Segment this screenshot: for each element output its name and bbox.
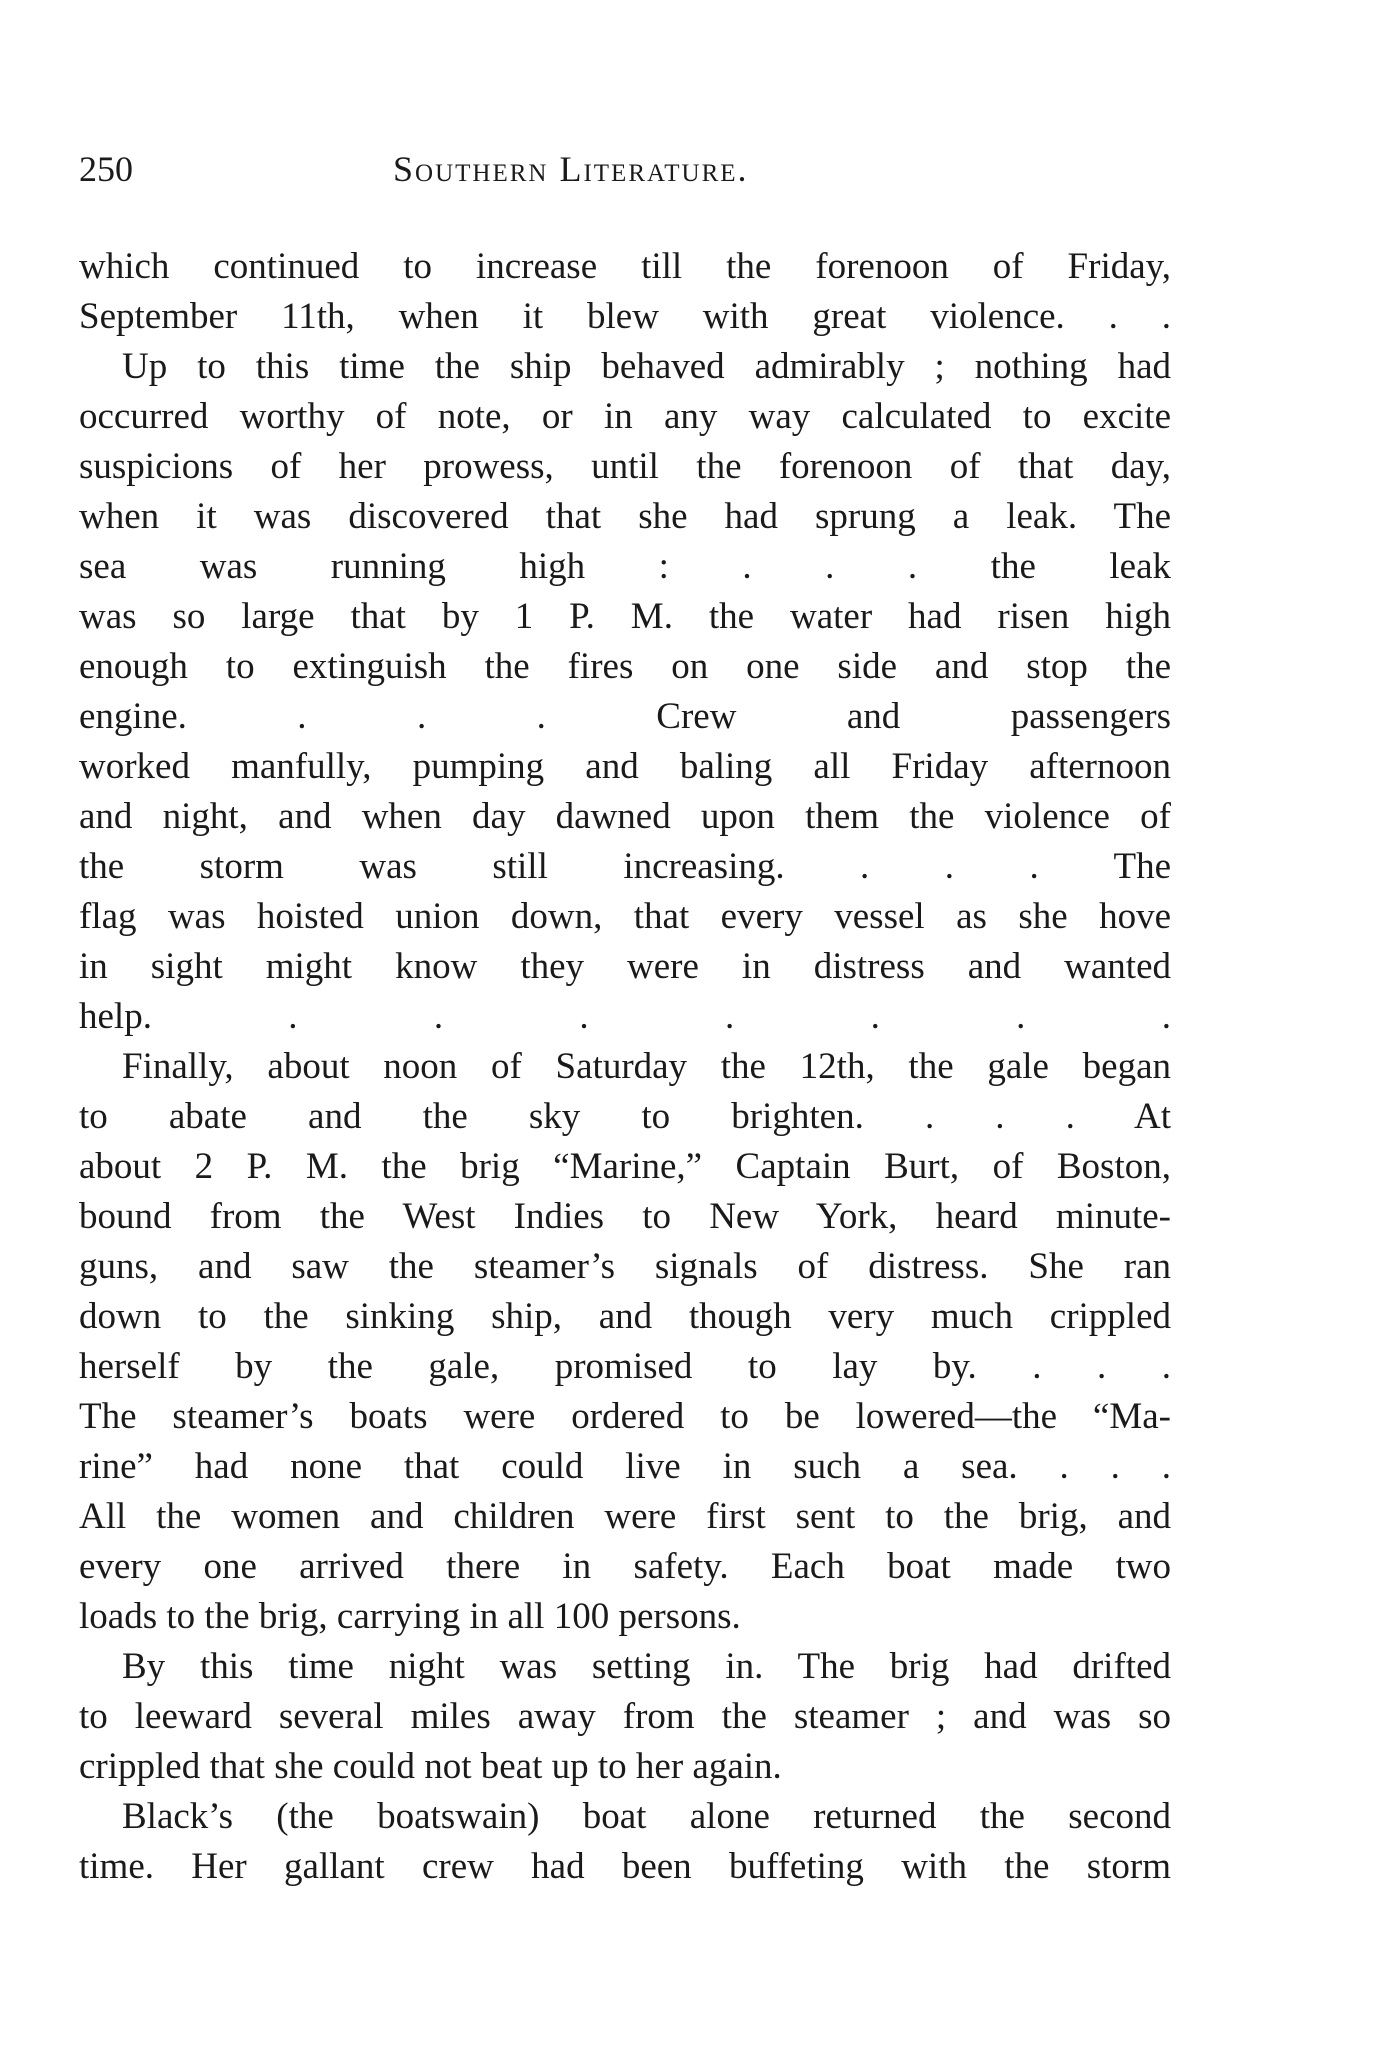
text-line: worked manfully, pumping and baling all Friday afternoon <box>79 746 1171 787</box>
text-line: September 11th, when it blew with great violence. . . <box>79 296 1171 337</box>
text-line: every one arrived there in safety. Each boat made two <box>79 1546 1171 1587</box>
text-line: time. Her gallant crew had been buffeting with the storm <box>79 1846 1171 1887</box>
text-line: guns, and saw the steamer’s signals of distress. She ran <box>79 1246 1171 1287</box>
page-number: 250 <box>79 149 133 189</box>
text-line: which continued to increase till the forenoon of Friday, <box>79 246 1171 287</box>
text-line: occurred worthy of note, or in any way calculated to excite <box>79 396 1171 437</box>
text-line: bound from the West Indies to New York, heard minute- <box>79 1196 1171 1237</box>
text-line: about 2 P. M. the brig “Marine,” Captain Burt, of Boston, <box>79 1146 1171 1187</box>
text-line: By this time night was setting in. The brig had drifted <box>122 1646 1171 1687</box>
text-line: down to the sinking ship, and though very much crippled <box>79 1296 1171 1337</box>
running-head: Southern Literature. <box>393 149 749 189</box>
text-line: sea was running high : . . . the leak <box>79 546 1171 587</box>
text-line: Black’s (the boatswain) boat alone returned the second <box>122 1796 1171 1837</box>
text-line: to abate and the sky to brighten. . . . At <box>79 1096 1171 1137</box>
text-line: The steamer’s boats were ordered to be lowered—the “Ma- <box>79 1396 1171 1437</box>
text-line: loads to the brig, carrying in all 100 persons. <box>79 1596 741 1637</box>
text-line: to leeward several miles away from the steamer ; and was so <box>79 1696 1171 1737</box>
text-line: Up to this time the ship behaved admirably ; nothing had <box>122 346 1171 387</box>
text-line: help. . . . . . . . <box>79 996 1171 1037</box>
text-line: enough to extinguish the fires on one side and stop the <box>79 646 1171 687</box>
text-line: Finally, about noon of Saturday the 12th, the gale began <box>122 1046 1171 1087</box>
text-line: flag was hoisted union down, that every vessel as she hove <box>79 896 1171 937</box>
text-line: when it was discovered that she had sprung a leak. The <box>79 496 1171 537</box>
text-line: herself by the gale, promised to lay by. . . . <box>79 1346 1171 1387</box>
text-line: in sight might know they were in distress and wanted <box>79 946 1171 987</box>
text-line: rine” had none that could live in such a sea. . . . <box>79 1446 1171 1487</box>
text-line: engine. . . . Crew and passengers <box>79 696 1171 737</box>
text-line: suspicions of her prowess, until the forenoon of that day, <box>79 446 1171 487</box>
text-line: crippled that she could not beat up to her again. <box>79 1746 782 1787</box>
text-line: All the women and children were first sent to the brig, and <box>79 1496 1171 1537</box>
text-line: was so large that by 1 P. M. the water had risen high <box>79 596 1171 637</box>
text-line: the storm was still increasing. . . . The <box>79 846 1171 887</box>
page-header <box>79 148 1171 198</box>
text-line: and night, and when day dawned upon them the violence of <box>79 796 1171 837</box>
